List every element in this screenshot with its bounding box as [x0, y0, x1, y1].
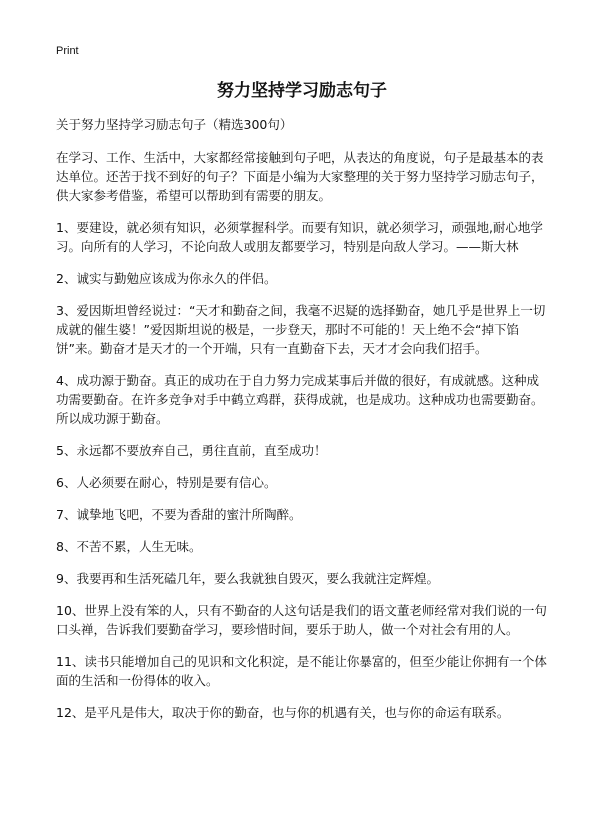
quote-item-9: 9、我要再和生活死磕几年，要么我就独自毁灭，要么我就注定辉煌。: [56, 571, 439, 586]
quote-item-3: 3、爱因斯坦曾经说过：“天才和勤奋之间，我毫不迟疑的选择勤奋，她几乎是世界上一切成就的催生婆！”爱因斯坦说的极是，一步登天，那时不可能的！天上绝不会“掉下馅饼”来。勤奋才是天才的一个开端，只有一直勤奋下去，天才才会向我们招手。: [56, 303, 546, 356]
quote-item-10: 10、世界上没有笨的人，只有不勤奋的人这句话是我们的语文董老师经常对我们说的一句口头禅，告诉我们要勤奋学习，要珍惜时间，要乐于助人，做一个对社会有用的人。: [56, 603, 547, 637]
quote-item-1: 1、要建设，就必须有知识，必须掌握科学。而要有知识，就必须学习，顽强地,耐心地学习。向所有的人学习，不论向敌人或朋友都要学习，特别是向敌人学习。——斯大林: [56, 220, 543, 254]
quote-item-7: 7、诚挚地飞吧，不要为香甜的蜜汁所陶醉。: [56, 507, 302, 522]
quote-item-5: 5、永远都不要放弃自己，勇往直前，直至成功！: [56, 443, 327, 458]
quote-list: [56, 218, 548, 722]
intro-paragraph: 在学习、工作、生活中，大家都经常接触到句子吧，从表达的角度说，句子是最基本的表达单位。还苦于找不到好的句子？下面是小编为大家整理的关于努力坚持学习励志句子，供大家参考借鉴，希望可以帮助到有需要的朋友。: [56, 150, 544, 203]
quote-item-4: 4、成功源于勤奋。真正的成功在于自力努力完成某事后并做的很好，有成就感。这种成功需要勤奋。在许多竞争对手中鹤立鸡群，获得成就，也是成功。这种成功也需要勤奋。所以成功源于勤奋。: [56, 373, 544, 426]
quote-item-8: 8、不苦不累，人生无味。: [56, 539, 202, 554]
quote-item-6: 6、人必须要在耐心，特别是要有信心。: [56, 475, 277, 490]
quote-item-2: 2、诚实与勤勉应该成为你永久的伴侣。: [56, 271, 277, 286]
page-title: 努力坚持学习励志句子: [217, 81, 387, 101]
quote-item-12: 12、是平凡是伟大，取决于你的勤奋，也与你的机遇有关，也与你的命运有联系。: [56, 705, 510, 720]
quote-item-11: 11、读书只能增加自己的见识和文化积淀，是不能让你暴富的，但至少能让你拥有一个体面的生活和一份得体的收入。: [56, 654, 547, 688]
print-label: Print: [56, 45, 79, 57]
page-subtitle: 关于努力坚持学习励志句子（精选300句）: [56, 117, 293, 132]
